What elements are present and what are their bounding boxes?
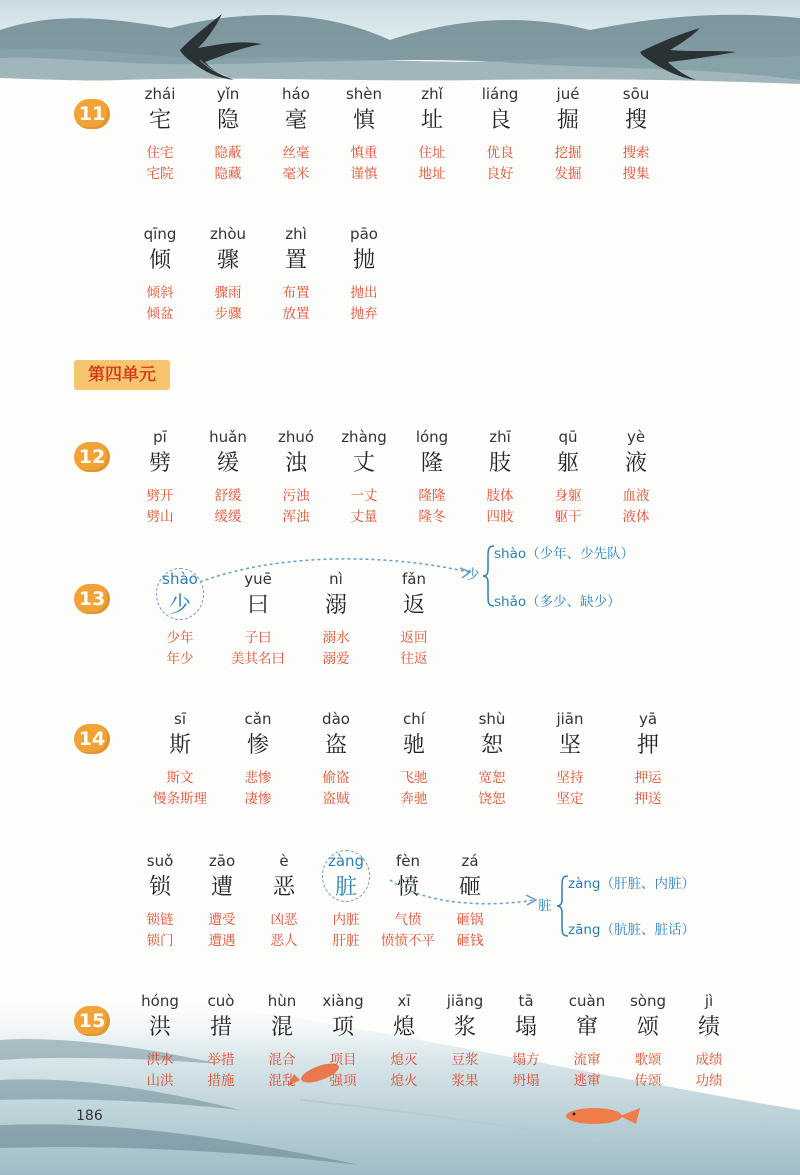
character: 曰: [246, 593, 269, 618]
vocabulary-word: 溺水: [322, 630, 350, 646]
vocabulary-word: 污浊: [282, 488, 310, 504]
vocabulary-word: 搜集: [622, 166, 650, 182]
character: 塌: [514, 1015, 537, 1040]
pinyin-label: xī: [397, 992, 411, 1010]
pinyin-label: è: [279, 852, 289, 870]
vocabulary-word: 挖掘: [554, 145, 582, 161]
vocabulary-word: 洪水: [146, 1052, 174, 1068]
pinyin-label: yè: [626, 428, 646, 446]
pinyin-label: zhàng: [341, 428, 387, 446]
vocabulary-word: 优良: [486, 145, 514, 161]
character: 浊: [284, 451, 307, 476]
character: 址: [420, 108, 443, 133]
vocabulary-word: 美其名曰: [231, 651, 285, 667]
vocabulary-word: 劈山: [146, 509, 174, 525]
vocabulary-word: 飞驰: [400, 770, 428, 786]
vocabulary-word: 少年: [166, 630, 194, 646]
vocabulary-word: 盗贼: [322, 791, 350, 807]
pinyin-label: zhī: [489, 428, 511, 446]
pinyin-label: zhái: [144, 85, 176, 103]
page-number: 186: [76, 1108, 103, 1124]
vocabulary-word: 项目: [329, 1052, 357, 1068]
vocabulary-word: 斯文: [166, 770, 194, 786]
character: 恶: [272, 875, 295, 900]
character: 混: [270, 1015, 293, 1040]
vocabulary-word: 隆隆: [418, 488, 446, 504]
vocabulary-word: 愤愤不平: [381, 933, 435, 949]
vocabulary-word: 搜索: [622, 145, 650, 161]
polyphone-reading-2: shǎo（多少、缺少）: [494, 594, 621, 610]
pinyin-label: zhǐ: [421, 85, 443, 103]
vocabulary-word: 缓缓: [214, 509, 242, 525]
vocabulary-word: 熄火: [390, 1073, 418, 1089]
polyphone-char-shao: 少: [466, 567, 480, 583]
pinyin-label: hóng: [141, 992, 179, 1010]
vocabulary-word: 抛弃: [350, 306, 378, 322]
unit-label: 第四单元: [74, 360, 170, 390]
character: 恕: [480, 733, 503, 758]
vocabulary-word: 遭受: [208, 912, 236, 928]
character: 脏: [334, 875, 357, 900]
character: 隆: [420, 451, 443, 476]
lesson-number-badge: 15: [74, 1006, 110, 1036]
pinyin-label: cuò: [207, 992, 235, 1010]
vocabulary-word: 浆果: [451, 1073, 479, 1089]
character: 返: [402, 593, 425, 618]
polyphone-connector-zang: [384, 868, 544, 912]
character: 绩: [697, 1015, 720, 1040]
vocabulary-word: 气愤: [394, 912, 422, 928]
pinyin-label: jué: [556, 85, 580, 103]
vocabulary-word: 倾盆: [146, 306, 174, 322]
pinyin-label: pī: [153, 428, 167, 446]
pinyin-label: yǐn: [216, 85, 240, 103]
vocabulary-word: 放置: [282, 306, 310, 322]
character: 搜: [624, 108, 647, 133]
vocabulary-word: 传颂: [634, 1073, 662, 1089]
pinyin-label: lóng: [415, 428, 449, 446]
character: 良: [488, 108, 511, 133]
character: 慎: [352, 108, 375, 133]
character: 少: [168, 593, 191, 618]
pinyin-label: huǎn: [209, 428, 247, 446]
pinyin-label: chí: [403, 710, 425, 728]
vocabulary-word: 隆冬: [418, 509, 446, 525]
pinyin-label: fǎn: [402, 570, 426, 588]
vocabulary-word: 坍塌: [512, 1073, 540, 1089]
vocabulary-word: 成绩: [695, 1052, 723, 1068]
character: 驰: [402, 733, 425, 758]
pinyin-label: cǎn: [244, 710, 272, 728]
vocabulary-word: 隐藏: [214, 166, 242, 182]
vocabulary-word: 地址: [418, 166, 446, 182]
pinyin-label: yā: [638, 710, 658, 728]
character: 锁: [148, 875, 171, 900]
pinyin-label: háo: [282, 85, 310, 103]
vocabulary-word: 塌方: [512, 1052, 540, 1068]
vocabulary-word: 年少: [166, 651, 194, 667]
character: 窜: [575, 1015, 598, 1040]
vocabulary-word: 慎重: [350, 145, 378, 161]
vocabulary-word: 举措: [207, 1052, 235, 1068]
character: 坚: [558, 733, 581, 758]
vocabulary-word: 砸钱: [456, 933, 484, 949]
pinyin-label: tā: [518, 992, 534, 1010]
vocabulary-word: 发掘: [554, 166, 582, 182]
character: 砸: [458, 875, 481, 900]
vocabulary-word: 悲惨: [244, 770, 272, 786]
character: 惨: [246, 733, 269, 758]
vocabulary-word: 隐蔽: [214, 145, 242, 161]
character: 浆: [453, 1015, 476, 1040]
pinyin-label: nì: [329, 570, 343, 588]
character: 肢: [488, 451, 511, 476]
character: 宅: [148, 108, 171, 133]
vocabulary-word: 液体: [622, 509, 650, 525]
vocabulary-word: 往返: [400, 651, 428, 667]
vocabulary-word: 劈开: [146, 488, 174, 504]
pinyin-label: zhòu: [209, 225, 247, 243]
character: 劈: [148, 451, 171, 476]
lesson-number-badge: 11: [74, 99, 110, 129]
vocabulary-word: 混乱: [268, 1073, 296, 1089]
vocabulary-word: 豆浆: [451, 1052, 479, 1068]
polyphone-connector-shao: [190, 542, 490, 592]
pinyin-label: cuàn: [568, 992, 606, 1010]
vocabulary-word: 饶恕: [478, 791, 506, 807]
character: 置: [284, 248, 307, 273]
vocabulary-word: 子曰: [244, 630, 272, 646]
vocabulary-word: 宽恕: [478, 770, 506, 786]
character: 骤: [216, 248, 239, 273]
pinyin-label: yuē: [244, 570, 272, 588]
vocabulary-word: 溺爱: [322, 651, 350, 667]
vocabulary-word: 坚持: [556, 770, 584, 786]
lesson-number-badge: 14: [74, 724, 110, 754]
pinyin-label: shèn: [345, 85, 383, 103]
vocabulary-word: 谨慎: [350, 166, 378, 182]
vocabulary-word: 奔驰: [400, 791, 428, 807]
vocabulary-word: 毫米: [282, 166, 310, 182]
pinyin-label: sòng: [629, 992, 667, 1010]
vocabulary-word: 坚定: [556, 791, 584, 807]
character: 隐: [216, 108, 239, 133]
character: 溺: [324, 593, 347, 618]
vocabulary-word: 偷盗: [322, 770, 350, 786]
character: 缓: [216, 451, 239, 476]
character: 盗: [324, 733, 347, 758]
pinyin-label: hùn: [267, 992, 297, 1010]
vocabulary-word: 住宅: [146, 145, 174, 161]
vocabulary-word: 步骤: [214, 306, 242, 322]
vocabulary-word: 恶人: [270, 933, 298, 949]
vocabulary-word: 返回: [400, 630, 428, 646]
vocabulary-word: 混合: [268, 1052, 296, 1068]
vocabulary-word: 躯干: [554, 509, 582, 525]
vocabulary-word: 砸锅: [456, 912, 484, 928]
character: 项: [331, 1015, 354, 1040]
highlight-circle: [322, 850, 370, 902]
vocabulary-word: 凶恶: [270, 912, 298, 928]
vocabulary-word: 抛出: [350, 285, 378, 301]
vocabulary-word: 强项: [329, 1073, 357, 1089]
pinyin-label: jiān: [556, 710, 584, 728]
pinyin-label: qīng: [143, 225, 177, 243]
polyphone-reading-1: shào（少年、少先队）: [494, 546, 635, 562]
vocabulary-word: 锁链: [146, 912, 174, 928]
vocabulary-word: 锁门: [146, 933, 174, 949]
vocabulary-word: 丈量: [350, 509, 378, 525]
vocabulary-word: 凄惨: [244, 791, 272, 807]
vocabulary-word: 布置: [282, 285, 310, 301]
vocabulary-word: 措施: [207, 1073, 235, 1089]
vocabulary-word: 舒缓: [214, 488, 242, 504]
character: 熄: [392, 1015, 415, 1040]
vocabulary-word: 四肢: [486, 509, 514, 525]
polyphone-reading-1: zàng（肝脏、内脏）: [568, 876, 695, 892]
pinyin-label: qū: [558, 428, 578, 446]
vocabulary-word: 丝毫: [282, 145, 310, 161]
pinyin-label: shào: [162, 570, 198, 588]
vocabulary-word: 逃窜: [573, 1073, 601, 1089]
vocabulary-word: 押运: [634, 770, 662, 786]
vocabulary-word: 熄灭: [390, 1052, 418, 1068]
pinyin-label: jì: [704, 992, 714, 1010]
pinyin-label: zāo: [208, 852, 236, 870]
character: 丈: [352, 451, 375, 476]
vocabulary-word: 功绩: [695, 1073, 723, 1089]
pinyin-label: zhuó: [277, 428, 315, 446]
lesson-number-badge: 13: [74, 584, 110, 614]
character: 洪: [148, 1015, 171, 1040]
vocabulary-word: 宅院: [146, 166, 174, 182]
character: 斯: [168, 733, 191, 758]
vocabulary-word: 押送: [634, 791, 662, 807]
pinyin-label: pāo: [350, 225, 378, 243]
polyphone-reading-2: zāng（肮脏、脏话）: [568, 922, 695, 938]
pinyin-label: xiàng: [322, 992, 364, 1010]
pinyin-label: sī: [174, 710, 186, 728]
vocabulary-word: 骤雨: [214, 285, 242, 301]
vocabulary-word: 内脏: [332, 912, 360, 928]
pinyin-label: zàng: [327, 852, 365, 870]
pinyin-label: sōu: [622, 85, 650, 103]
character: 颂: [636, 1015, 659, 1040]
character: 躯: [556, 451, 579, 476]
character: 掘: [556, 108, 579, 133]
character: 液: [624, 451, 647, 476]
character: 毫: [284, 108, 307, 133]
vocabulary-word: 慢条斯理: [153, 791, 207, 807]
polyphone-char-zang: 脏: [538, 898, 552, 914]
vocabulary-word: 良好: [486, 166, 514, 182]
vocabulary-word: 山洪: [146, 1073, 174, 1089]
character: 抛: [352, 248, 375, 273]
pinyin-label: zá: [461, 852, 479, 870]
pinyin-label: shù: [478, 710, 506, 728]
vocabulary-word: 倾斜: [146, 285, 174, 301]
vocabulary-word: 肝脏: [332, 933, 360, 949]
pinyin-label: jiāng: [446, 992, 484, 1010]
pinyin-label: fèn: [395, 852, 421, 870]
pinyin-label: liáng: [481, 85, 519, 103]
vocabulary-word: 歌颂: [634, 1052, 662, 1068]
vocabulary-word: 流窜: [573, 1052, 601, 1068]
pinyin-label: suǒ: [146, 852, 174, 870]
pinyin-label: zhì: [285, 225, 307, 243]
lesson-number-badge: 12: [74, 442, 110, 472]
character: 押: [636, 733, 659, 758]
vocabulary-word: 血液: [622, 488, 650, 504]
vocabulary-word: 遭遇: [208, 933, 236, 949]
character: 倾: [148, 248, 171, 273]
pinyin-label: dào: [322, 710, 350, 728]
vocabulary-word: 一丈: [350, 488, 378, 504]
vocabulary-word: 肢体: [486, 488, 514, 504]
character: 措: [209, 1015, 232, 1040]
vocabulary-word: 身躯: [554, 488, 582, 504]
vocabulary-word: 住址: [418, 145, 446, 161]
character: 愤: [396, 875, 419, 900]
character: 遭: [210, 875, 233, 900]
vocabulary-word: 浑浊: [282, 509, 310, 525]
